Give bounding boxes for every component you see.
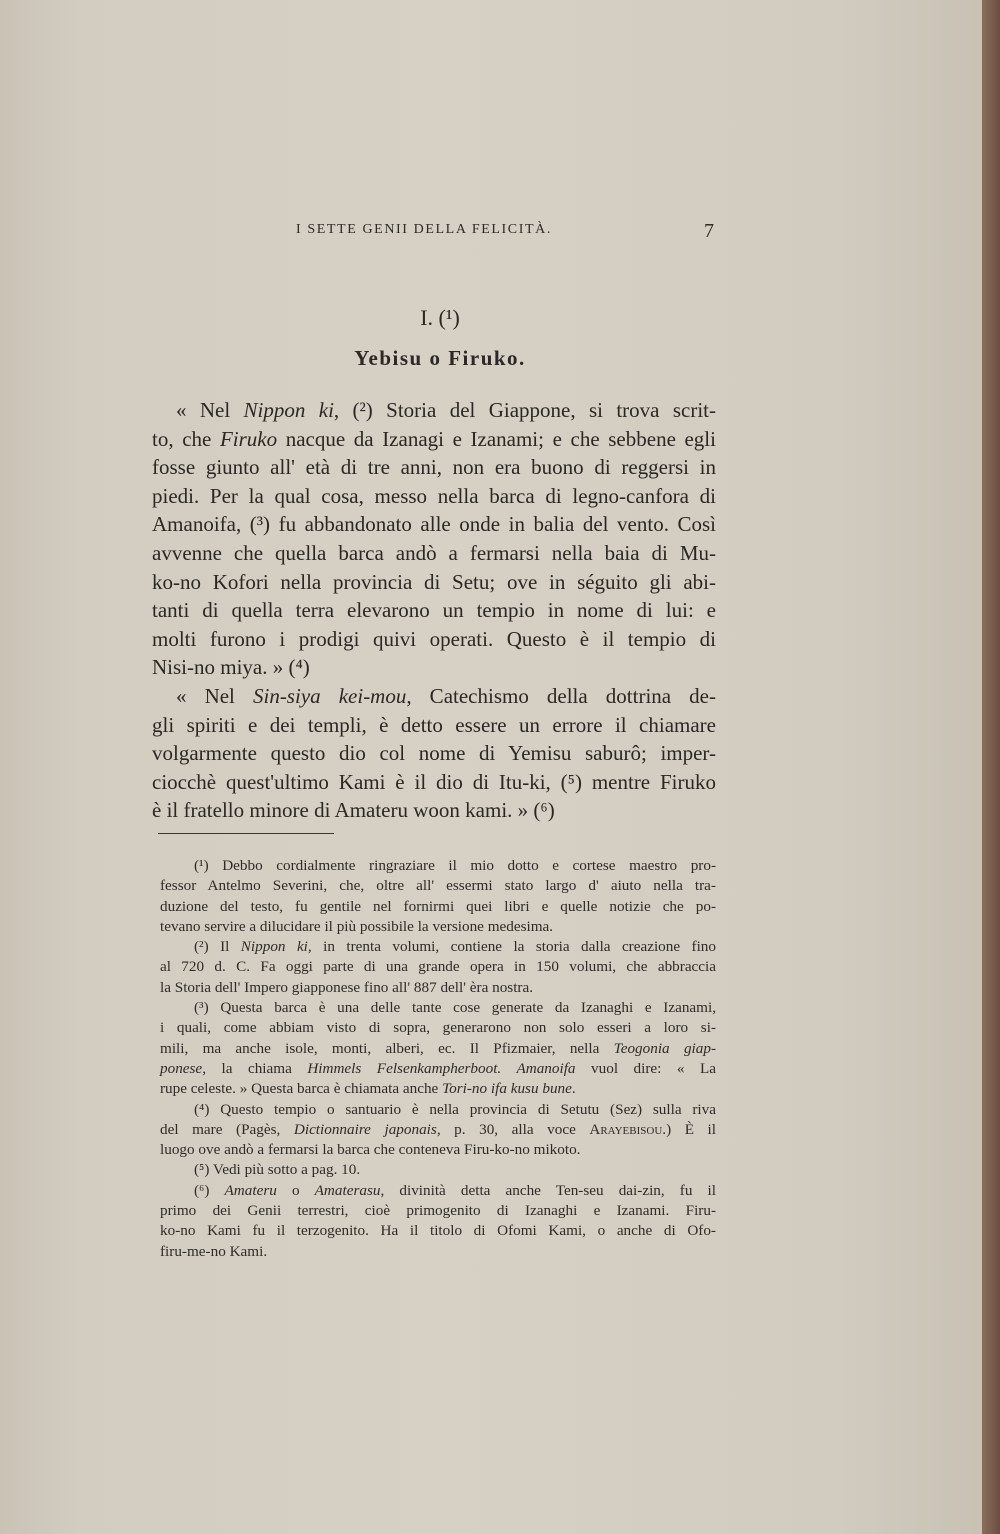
body-line: « Nel Sin-siya kei-mou, Catechismo della dottrina de- <box>176 683 716 708</box>
footnote-line: (¹) Debbo cordialmente ringraziare il mio dotto e cortese maestro pro- <box>194 857 716 874</box>
body-line: ciocchè quest'ultimo Kami è il dio di Itu-ki, (⁵) mentre Firuko <box>152 769 716 794</box>
footnote-line: (²) Il Nippon ki, in trenta volumi, contiene la storia dalla creazione fino <box>194 938 716 956</box>
footnote-line: duzione del testo, fu gentile nel fornirmi quei libri e quelle notizie che po- <box>160 897 716 915</box>
body-line: molti furono i prodigi quivi operati. Questo è il tempio di <box>152 626 716 651</box>
running-head <box>296 220 716 244</box>
body-text <box>152 396 716 825</box>
footnote-line: firu-me-no Kami. <box>160 1242 268 1260</box>
chapter-footnote-ref: (¹) <box>438 305 460 330</box>
body-line: volgarmente questo dio col nome di Yemisu saburô; imper- <box>152 741 716 766</box>
page-number: 7 <box>704 220 714 242</box>
running-title: I SETTE GENII DELLA FELICITÀ. <box>296 222 552 237</box>
body-line: ko-no Kofori nella provincia di Setu; ove in séguito gli abi- <box>152 569 716 594</box>
body-line: Nisi-no miya. » (⁴) <box>152 655 310 680</box>
body-line: Amanoifa, (³) fu abbandonato alle onde in balia del vento. Così <box>152 512 716 537</box>
chapter-title: Yebisu o Firuko. <box>354 346 526 370</box>
footnotes <box>160 856 716 1262</box>
body-line: piedi. Per la qual cosa, messo nella barca di legno-canfora di <box>152 483 716 508</box>
footnote-line: fessor Antelmo Severini, che, oltre all' essermi stato largo d' aiuto nella tra- <box>160 877 716 895</box>
body-line: to, che Firuko nacque da Izanagi e Izanami; e che sebbene egli <box>152 426 716 451</box>
body-line: è il fratello minore di Amateru woon kami. » (⁶) <box>152 798 555 823</box>
footnote-separator <box>158 833 334 834</box>
chapter-numeral: I. <box>420 305 434 330</box>
footnote-line: (⁴) Questo tempio o santuario è nella provincia di Setutu (Sez) sulla riva <box>194 1100 716 1118</box>
footnote-line: (³) Questa barca è una delle tante cose generate da Izanaghi e Izanami, <box>194 999 716 1017</box>
page-edge <box>982 0 1000 1534</box>
footnote-line: luogo ove andò a fermarsi la barca che conteneva Firu-ko-no mikoto. <box>160 1141 581 1159</box>
footnote-line: (⁶) Amateru o Amaterasu, divinità detta anche Ten-seu dai-zin, fu il <box>194 1181 716 1199</box>
footnote-line: tevano servire a dilucidare il più possibile la versione medesima. <box>160 917 554 935</box>
footnote-line: (⁵) Vedi più sotto a pag. 10. <box>194 1161 361 1179</box>
footnote-line: primo dei Genii terrestri, cioè primogenito di Izanaghi e Izanami. Firu- <box>160 1202 716 1220</box>
footnote-line: la Storia dell' Impero giapponese fino all' 887 dell' èra nostra. <box>160 978 534 996</box>
footnote-line: al 720 d. C. Fa oggi parte di una grande opera in 150 volumi, che abbraccia <box>160 958 716 976</box>
footnote-line: ponese, la chiama Himmels Felsenkampherboot. Amanoifa vuol dire: « La <box>160 1059 716 1077</box>
body-line: « Nel Nippon ki, (²) Storia del Giappone, si trova scrit- <box>176 398 716 422</box>
footnote-line: rupe celeste. » Questa barca è chiamata anche Tori-no ifa kusu bune. <box>160 1080 576 1098</box>
footnote-line: del mare (Pagès, Dictionnaire japonais, p. 30, alla voce Arayebisou.) È il <box>160 1120 716 1138</box>
chapter-number <box>0 305 880 331</box>
footnote-line: mili, ma anche isole, monti, alberi, ec. Il Pfizmaier, nella Teogonia giap- <box>160 1039 716 1057</box>
footnote-line: i quali, come abbiam visto di sopra, generarono non solo esseri a loro si- <box>160 1019 716 1037</box>
body-line: avvenne che quella barca andò a fermarsi nella baia di Mu- <box>152 540 716 565</box>
footnote-line: ko-no Kami fu il terzogenito. Ha il titolo di Ofomi Kami, o anche di Ofo- <box>160 1222 716 1240</box>
body-line: gli spiriti e dei templi, è detto essere un errore il chiamare <box>152 712 716 737</box>
body-line: fosse giunto all' età di tre anni, non era buono di reggersi in <box>152 455 716 480</box>
body-line: tanti di quella terra elevarono un tempio in nome di lui: e <box>152 598 716 623</box>
